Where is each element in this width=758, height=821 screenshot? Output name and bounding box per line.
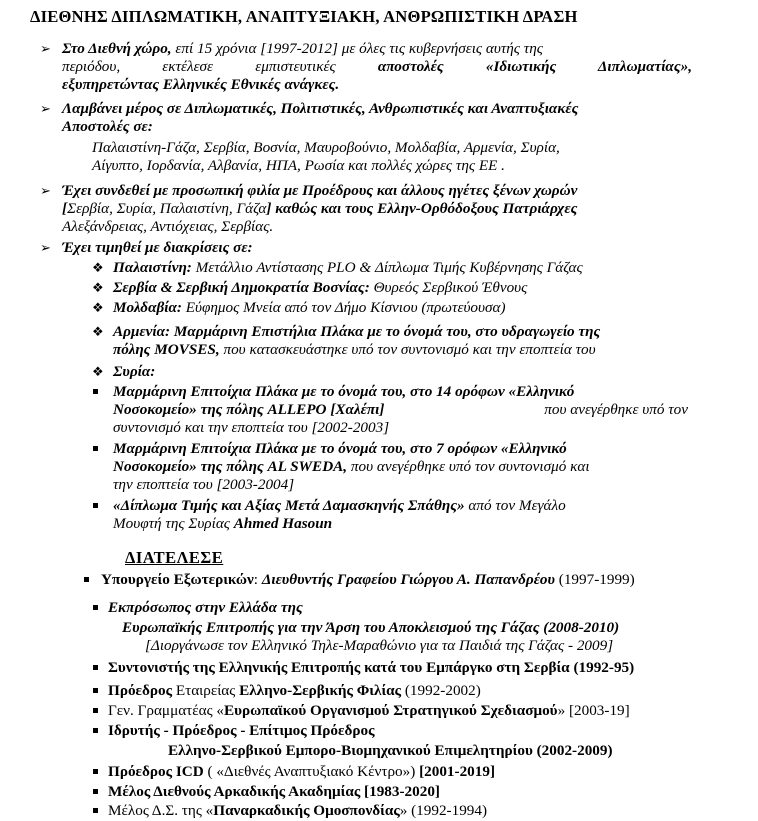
bullet-2-line-2: Αποστολές σε:	[62, 118, 153, 135]
diamond-bullet-icon: ❖	[92, 260, 104, 275]
arrow-bullet-icon: ➢	[40, 101, 51, 116]
award-moldova: Μολδαβία: Εύφημος Μνεία από τον Δήμο Κίσνιου (πρωτεύουσα)	[113, 299, 506, 316]
square-bullet-icon	[93, 789, 98, 794]
award-armenia-line-2: πόλης MOVSES, που κατασκευάστηκε υπό τον συντονισμό και την εποπτεία του	[113, 341, 596, 358]
award-palestine: Παλαιστίνη: Μετάλλιο Αντίστασης PLO & Δίπλωμα Τιμής Κυβέρνησης Γάζας	[113, 259, 583, 276]
syria-diploma-line-1: «Δίπλωμα Τιμής και Αξίας Μετά Δαμασκηνής Σπάθης» από τον Μεγάλο	[113, 497, 566, 514]
square-bullet-icon	[93, 665, 98, 670]
square-bullet-icon	[84, 577, 89, 582]
bullet-1-line-2: περιόδου, εκτέλεσε εμπιστευτικές αποστολές «Ιδιωτικής Διπλωματίας»,	[62, 58, 692, 75]
section-heading: ΔΙΑΤΕΛΕΣΕ	[125, 548, 224, 567]
award-syria-heading: Συρία:	[113, 363, 156, 380]
bullet-2-countries-line-2: Αίγυπτο, Ιορδανία, Αλβανία, ΗΠΑ, Ρωσία και πολλές χώρες της ΕΕ .	[92, 157, 505, 174]
square-bullet-icon	[93, 605, 98, 610]
syria-plaque-1-line-1: Μαρμάρινη Επιτοίχια Πλάκα με το όνομά του, στο 14 ορόφων «Ελληνικό	[113, 383, 575, 400]
square-bullet-icon	[93, 808, 98, 813]
role-foreign-ministry: Υπουργείο Εξωτερικών: Διευθυντής Γραφείου Γιώργου Α. Παπανδρέου (1997-1999)	[101, 571, 635, 588]
arrow-bullet-icon: ➢	[40, 41, 51, 56]
bullet-1-line-1: Στο Διεθνή χώρο, επί 15 χρόνια [1997-2012] με όλες τις κυβερνήσεις αυτής της	[62, 40, 543, 57]
bullet-3-line-2: [Σερβία, Συρία, Παλαιστίνη, Γάζα] καθώς και τους Ελλην-Ορθόδοξους Πατριάρχες	[62, 200, 578, 217]
arrow-bullet-icon: ➢	[40, 183, 51, 198]
role-strategic-planning: Γεν. Γραμματέας «Ευρωπαϊκού Οργανισμού Στρατηγικού Σχεδιασμού» [2003-19]	[108, 702, 630, 719]
syria-plaque-1-line-3: συντονισμό και την εποπτεία του [2002-2003]	[113, 419, 390, 436]
syria-plaque-2-line-2: Νοσοκομείο» της πόλης AL SWEDA, που ανεγέρθηκε υπό τον συντονισμό και	[113, 458, 590, 475]
square-bullet-icon	[93, 688, 98, 693]
document-title: ΔΙΕΘΝΗΣ ΔΙΠΛΩΜΑΤΙΚΗ, ΑΝΑΠΤΥΞΙΑΚΗ, ΑΝΘΡΩΠΙΣΤΙΚΗ ΔΡΑΣΗ	[30, 7, 578, 26]
syria-diploma-line-2: Μουφτή της Συρίας Ahmed Hasoun	[113, 515, 333, 532]
award-armenia-line-1: Αρμενία: Μαρμάρινη Επιστήλια Πλάκα με το όνομά του, στο υδραγωγείο της	[113, 323, 601, 340]
role-embargo-coordinator: Συντονιστής της Ελληνικής Επιτροπής κατά του Εμπάργκο στη Σερβία (1992-95)	[108, 659, 635, 676]
role-friendship-society: Πρόεδρος Εταιρείας Ελληνο-Σερβικής Φιλίας (1992-2002)	[108, 682, 481, 699]
role-gaza-committee-line-2: Ευρωπαϊκής Επιτροπής για την Άρση του Αποκλεισμού της Γάζας (2008-2010)	[122, 619, 620, 636]
square-bullet-icon	[93, 446, 98, 451]
bullet-3-line-3: Αλεξάνδρειας, Αντιόχειας, Σερβίας.	[62, 218, 274, 235]
role-chamber-line-2: Ελληνο-Σερβικού Εμπορο-Βιομηχανικού Επιμελητηρίου (2002-2009)	[168, 742, 613, 759]
syria-plaque-2-line-1: Μαρμάρινη Επιτοίχια Πλάκα με το όνομά του, στο 7 ορόφων «Ελληνικό	[113, 440, 567, 457]
square-bullet-icon	[93, 769, 98, 774]
role-panarcadian-federation: Μέλος Δ.Σ. της «Παναρκαδικής Ομοσπονδίας» (1992-1994)	[108, 802, 488, 819]
syria-plaque-2-line-3: την εποπτεία του [2003-2004]	[113, 476, 295, 493]
diamond-bullet-icon: ❖	[92, 324, 104, 339]
role-icd: Πρόεδρος ICD ( «Διεθνές Αναπτυξιακό Κέντρο») [2001-2019]	[108, 763, 496, 780]
diamond-bullet-icon: ❖	[92, 280, 104, 295]
bullet-2-line-1: Λαμβάνει μέρος σε Διπλωματικές, Πολιτιστικές, Ανθρωπιστικές και Αναπτυξιακές	[62, 100, 579, 117]
role-arcadian-academy: Μέλος Διεθνούς Αρκαδικής Ακαδημίας [1983-2020]	[108, 783, 440, 800]
arrow-bullet-icon: ➢	[40, 240, 51, 255]
square-bullet-icon	[93, 389, 98, 394]
square-bullet-icon	[93, 503, 98, 508]
diamond-bullet-icon: ❖	[92, 364, 104, 379]
role-chamber-line-1: Ιδρυτής - Πρόεδρος - Επίτιμος Πρόεδρος	[108, 722, 375, 739]
diamond-bullet-icon: ❖	[92, 300, 104, 315]
syria-plaque-1-line-2: Νοσοκομείο» της πόλης ALLEPO [Χαλέπι] που ανεγέρθηκε υπό τον	[113, 401, 688, 418]
bullet-2-countries-line-1: Παλαιστίνη-Γάζα, Σερβία, Βοσνία, Μαυροβούνιο, Μολδαβία, Αρμενία, Συρία,	[92, 139, 560, 156]
bullet-1-line-3: εξυπηρετώντας Ελληνικές Εθνικές ανάγκες.	[62, 76, 340, 93]
award-serbia: Σερβία & Σερβική Δημοκρατία Βοσνίας: Θυρεός Σερβικού Έθνους	[113, 279, 528, 296]
bullet-4-line-1: Έχει τιμηθεί με διακρίσεις σε:	[62, 239, 253, 256]
square-bullet-icon	[93, 708, 98, 713]
bullet-3-line-1: Έχει συνδεθεί με προσωπική φιλία με Προέδρους και άλλους ηγέτες ξένων χωρών	[62, 182, 578, 199]
role-gaza-committee-line-3: [Διοργάνωσε τον Ελληνικό Τηλε-Μαραθώνιο για τα Παιδιά της Γάζας - 2009]	[145, 637, 614, 654]
square-bullet-icon	[93, 728, 98, 733]
role-gaza-committee-line-1: Εκπρόσωπος στην Ελλάδα της	[108, 599, 303, 616]
